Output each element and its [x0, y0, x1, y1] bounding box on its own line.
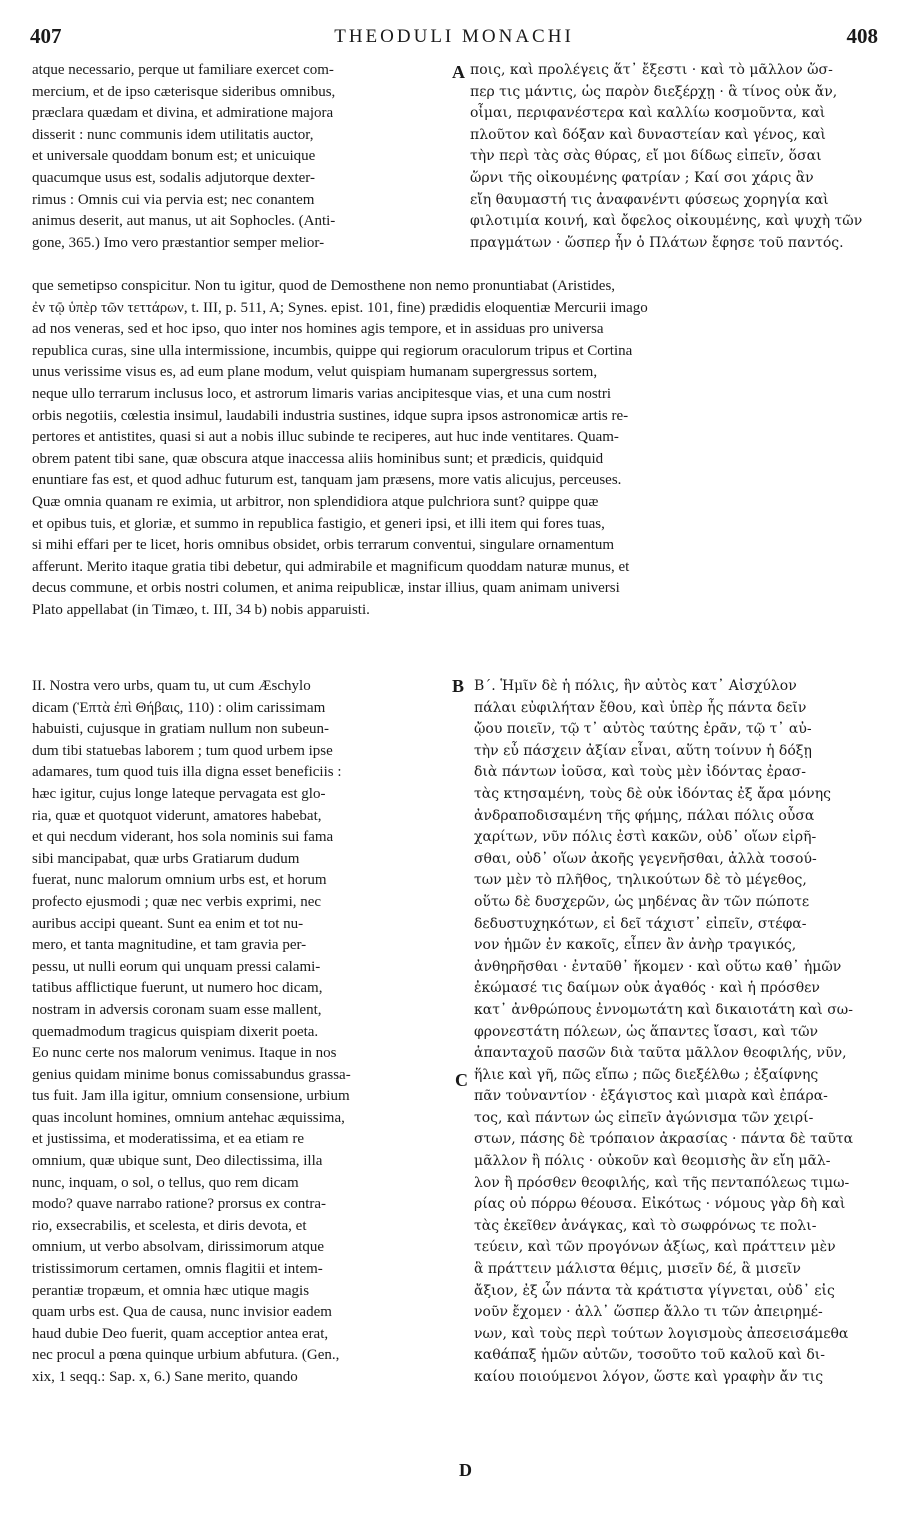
text-line: τὰς ἐκεῖθεν ἀνάγκας, καὶ τὸ σωφρόνως τε πολι- [474, 1217, 817, 1234]
text-line: περ τις μάντις, ὡς παρὸν διεξέρχῃ · ἃ τίνος οὐκ ἄν, [470, 83, 838, 100]
text-line: atque necessario, perque ut familiare exercet com- [32, 62, 334, 78]
text-line: orbis negotiis, cœlestia insimul, laudabili industria sustines, idque supra ipsos astronomicæ artis re- [32, 407, 629, 424]
text-line: λον ἢ πρόσθεν θεοφιλής, καὶ τῆς πενταπόλεως τιμω- [474, 1174, 850, 1191]
text-line: κατ᾽ ἀνθρώπους ἐννομωτάτη καὶ δικαιοτάτη καὶ σω- [474, 1001, 853, 1018]
text-line: τὰς κτησαμένη, τοὺς δὲ οὐκ ἰδόντας ἐξ ἄρα μόνης [474, 785, 831, 802]
text-line: pessu, ut nulli eorum qui unquam pressi calami- [32, 958, 321, 975]
text-line: ἀνθηρῆσθαι · ἐνταῦθ᾽ ἥκομεν · καὶ οὕτω καθ᾽ ἡμῶν [474, 958, 842, 975]
text-line: ria, quæ et quotquot viderunt, amatores habebat, [32, 807, 322, 824]
text-line: nostram in adversis coronam suam esse mallent, [32, 1001, 322, 1018]
text-line: omnium, ut verbo absolvam, dirissimorum atque [32, 1239, 325, 1256]
page-number-right: 408 [846, 24, 878, 48]
text-line: ἐν τῷ ὑπὲρ τῶν τεττάρων, t. III, p. 511, A; Synes. epist. 101, fine) prædidis eloquentiæ Mercurii imago [32, 299, 648, 316]
text-line: ἥλιε καὶ γῆ, πῶς εἴπω ; πῶς διεξέλθω ; ἐξαίφνης [474, 1066, 819, 1083]
text-line: στων, πάσης δὲ τρόπαιον ἀκρασίας · πάντα δὲ ταῦτα [474, 1131, 854, 1148]
margin-marker-d: D [459, 1460, 472, 1480]
text-line: auribus accipi queant. Sunt ea enim et tot nu- [32, 915, 304, 932]
text-line: tus fuit. Jam illa igitur, omnium consensione, urbium [32, 1088, 350, 1105]
page-number-left: 407 [30, 24, 62, 48]
text-line: modo? quave narrabo ratione? prorsus ex contra- [32, 1196, 327, 1213]
text-line: hæc igitur, cujus longe lateque pervagata est glo- [32, 785, 326, 802]
greek-column-top [470, 60, 878, 254]
text-line: δεδυστυχηκότων, εἰ δεῖ τάχιστ᾽ εἰπεῖν, στέφα- [474, 915, 807, 932]
text-line: afferunt. Merito itaque gratia tibi debetur, qui admirabile et magnificum quoddam naturæ munus, et [32, 558, 630, 575]
text-line: haud dubie Deo fuerit, quam acceptior antea erat, [32, 1325, 329, 1342]
text-line: πᾶν τοὐναντίον · ἐξάγιστος καὶ μιαρὰ καὶ ἐπάρα- [474, 1088, 828, 1105]
text-line: et qui necdum viderant, hos sola nominis sui fama [32, 829, 334, 846]
text-line: νον ἡμῶν ἐν κακοῖς, εἶπεν ἂν ἀνὴρ τραγικός, [474, 937, 797, 954]
text-line: animus deserit, aut manus, ut ait Sophocles. (Anti- [32, 213, 336, 230]
margin-marker-a: A [452, 62, 465, 82]
text-line: φρονεστάτη πόλεων, ὡς ἅπαντες ἴσασι, καὶ τῶν [474, 1023, 819, 1040]
text-line: τὴν εὖ πάσχειν ἀξίαν εἶναι, αὕτη τοίνυν ἡ δόξῃ [474, 742, 812, 759]
running-title: THEODULI MONACHI [334, 26, 574, 47]
latin-column-section-ii [32, 676, 446, 1389]
text-line: xix, 1 seqq.: Sap. x, 6.) Sane merito, quando [32, 1369, 298, 1385]
text-line: ᾤου ποιεῖν, τῷ τ᾽ αὐτὸς ταύτης ἐρᾶν, τῷ τ᾽ αὐ- [474, 721, 812, 738]
text-line: præclara quædam et divina, et admiratione majora [32, 105, 334, 122]
text-line: διὰ πάντων ἰοῦσα, καὶ τοὺς μὲν ἰδόντας ἐρασ- [474, 764, 806, 781]
text-line: que semetipso conspicitur. Non tu igitur, quod de Demosthene non nemo pronuntiabat (Aristides, [32, 278, 616, 294]
text-line: si mihi effari per te licet, horis omnibus obsidet, orbis terrarum conventui, singulare ornamentum [32, 537, 615, 554]
text-line: πάλαι εὐφιλήταν ἔθου, καὶ ὑπὲρ ἧς πάντα δεῖν [474, 699, 807, 716]
text-line: σθαι, οὐδ᾽ οἵων ἀκοῆς γεγενῆσθαι, ἀλλὰ τοσού- [474, 850, 817, 867]
text-line: ἃ πράττειν μάλιστα θέμις, μισεῖν δέ, ἃ μισεῖν [474, 1261, 801, 1278]
text-line: ἀνδραποδισαμένη τῆς φήμης, πάλαι πόλις οὖσα [474, 807, 815, 824]
text-line: Quæ omnia quanam re eximia, ut arbitror, non splendidiora atque pulchriora sunt? quippe quæ [32, 493, 599, 510]
text-line: ποις, καὶ προλέγεις ἅτ᾽ ἔξεστι · καὶ τὸ μᾶλλον ὥσ- [470, 62, 833, 78]
latin-column-top [32, 60, 446, 254]
text-line: quemadmodum tragicus quispiam dixerit poeta. [32, 1023, 319, 1040]
text-line: tristissimorum certamen, omnis flagitii et intem- [32, 1261, 323, 1278]
text-line: unus verissime visus es, ad eum plane modum, velut quispiam humanam supergressus sortem, [32, 364, 598, 381]
text-line: νων, καὶ τοὺς περὶ τούτων λογισμοὺς ἀπεσεισάμεθα [474, 1325, 849, 1342]
text-line: ἄξιον, ἐξ ὧν πάντα τὰ κράτιστα γίγνεται, οὐδ᾽ εἰς [474, 1282, 835, 1299]
text-line: pertores et antistites, quasi si aut a nobis illuc subinde te reciperes, aut huc inde ventitares. Quam- [32, 429, 619, 446]
text-line: tatibus afflictique fuerunt, ut numero hoc dicam, [32, 980, 323, 997]
text-line: nec procul a pœna quinque urbium abfutura. (Gen., [32, 1347, 340, 1364]
text-line: τεύειν, καὶ τῶν προγόνων ἀξίως, καὶ πράττειν μὲν [474, 1239, 836, 1256]
text-line: mercium, et de ipso cæterisque sideribus omnibus, [32, 83, 336, 100]
text-line: dum tibi statuebas laborem ; tum quod urbem ipse [32, 742, 333, 759]
text-line: πραγμάτων · ὥσπερ ἦν ὁ Πλάτων ἔφησε τοῦ παντός. [470, 234, 844, 251]
text-line: εἴη θαυμαστή τις ἀναφανέντι φύσεως χορηγία καὶ [470, 191, 829, 208]
text-line: τὴν περὶ τὰς σὰς θύρας, εἴ μοι δίδως εἰπεῖν, ὅσαι [470, 148, 822, 165]
text-line: habuisti, cujusque in gratiam nullum non subeun- [32, 721, 330, 738]
text-line: μᾶλλον ἢ πόλις · οὐκοῦν καὶ θεομισὴς ἂν εἴη μᾶλ- [474, 1153, 831, 1170]
text-line: et justissima, et moderatissima, et ea etiam re [32, 1131, 304, 1148]
text-line: καίου ποιούμενοι λόγον, ὥστε καὶ γραφὴν ἄν τις [474, 1369, 824, 1385]
text-line: καθάπαξ ἡμῶν αὐτῶν, τοσοῦτο τοῦ καλοῦ καὶ δι- [474, 1347, 825, 1364]
text-line: et opibus tuis, et gloriæ, et summo in republica fastigio, et generi ipsi, et illi item qui fores tuas, [32, 515, 605, 532]
text-line: quacumque usus est, sodalis adjutorque dexter- [32, 169, 315, 186]
margin-marker-c: C [455, 1070, 468, 1090]
text-line: ρίας οὐ πόρρω θέουσα. Εἰκότως · νόμους γὰρ δὴ καὶ [474, 1196, 846, 1213]
text-line: φιλοτιμία κοινή, καὶ ὄφελος οἰκουμένης, καὶ ψυχὴ τῶν [470, 213, 863, 230]
text-line: ἐκώμασέ τις δαίμων οὐκ ἀγαθός · καὶ ἡ πρόσθεν [474, 980, 820, 997]
text-line: fuerat, nunc malorum omnium urbs est, et horum [32, 872, 327, 889]
text-line: ad nos veneras, sed et hoc ipso, quo inter nos homines agis tempore, et in assiduas pro universa [32, 321, 604, 338]
text-line: Eo nunc certe nos malorum venimus. Itaque in nos [32, 1045, 337, 1062]
text-line: των μὲν τὸ πλῆθος, τηλικούτων δὲ τὸ μέγεθος, [474, 872, 807, 889]
text-line: Β΄. Ἡμῖν δὲ ἡ πόλις, ἣν αὐτὸς κατ᾽ Αἰσχύλον [474, 678, 797, 694]
text-line: sibi mancipabat, quæ urbs Gratiarum dudum [32, 850, 300, 867]
text-line: ὥρνι τῆς οἰκουμένης φατρίαν ; Καί σοι χάρις ἂν [470, 169, 814, 186]
text-line: οἶμαι, περιφανέστερα καὶ καλλίω κοσμοῦντα, καὶ [470, 105, 826, 122]
text-line: obrem patent tibi sane, quæ obscura atque inaccessa aliis hominibus sunt; et prædicis, quidquid [32, 450, 604, 467]
latin-full-width-block [32, 276, 878, 622]
text-line: quam urbs est. Qua de causa, nunc invisior eadem [32, 1304, 332, 1321]
text-line: republica curas, sine ulla intermissione, incumbis, quippe qui regiorum oraculorum tripus et Cortina [32, 342, 633, 359]
text-line: neque ullo terrarum inclusus loco, et astrorum limaris varias ancipitesque vias, et una cum nostri [32, 385, 612, 402]
text-line: quas incolunt homines, omnium antehac æquissima, [32, 1109, 345, 1126]
text-line: adamares, tum quod tuis illa digna esset beneficiis : [32, 764, 342, 781]
text-line: νοῦν ἔχομεν · ἀλλ᾽ ὥσπερ ἄλλο τι τῶν ἀπειρημέ- [474, 1304, 823, 1321]
text-line: rio, exsecrabilis, et scelesta, et diris devota, et [32, 1217, 307, 1234]
text-line: οὕτω δὲ δυσχερῶν, ὡς μηδένας ἂν τῶν πώποτε [474, 893, 810, 910]
text-line: χαρίτων, νῦν πόλις ἐστὶ κακῶν, οὐδ᾽ οἵων εἰρῆ- [474, 829, 817, 846]
text-line: τος, καὶ πάντων ὡς εἰπεῖν ἀγώνισμα τῶν χειρί- [474, 1109, 814, 1126]
text-line: πλοῦτον καὶ δόξαν καὶ δυναστείαν καὶ γένος, καὶ [470, 126, 826, 143]
text-line: II. Nostra vero urbs, quam tu, ut cum Æschylo [32, 678, 311, 694]
text-line: mero, et tanta magnitudine, et tam gravia per- [32, 937, 307, 954]
text-line: perantiæ tropæum, et omnia hæc utique magis [32, 1282, 310, 1299]
text-line: et universale quoddam bonum est; et unicuique [32, 148, 316, 165]
text-line: dicam (Ἑπτὰ ἐπὶ Θήβαις, 110) : olim carissimam [32, 699, 326, 716]
text-line: gone, 365.) Imo vero præstantior semper melior- [32, 234, 325, 251]
text-line: nunc, inquam, o sol, o tellus, quo rem dicam [32, 1174, 299, 1191]
text-line: rimus : Omnis cui via pervia est; nec conantem [32, 191, 315, 208]
text-line: profecto ejusmodi ; quæ nec verbis exprimi, nec [32, 893, 322, 910]
text-line: disserit : nunc communis idem utilitatis auctor, [32, 126, 314, 143]
text-line: genius quidam minime bonus comissabundus grassa- [32, 1066, 351, 1083]
text-line: Plato appellabat (in Timæo, t. III, 34 b) nobis apparuisti. [32, 601, 370, 618]
text-line: decus commune, et orbis nostri columen, et anima reipublicæ, instar illius, quam animam universi [32, 580, 620, 597]
text-line: ἁπανταχοῦ πασῶν διὰ ταῦτα μᾶλλον θεοφιλής, νῦν, [474, 1045, 847, 1062]
text-line: omnium, quæ ubique sunt, Deo dilectissima, illa [32, 1153, 323, 1170]
running-head [30, 24, 878, 50]
greek-column-section-b [474, 676, 878, 1389]
margin-marker-b: B [452, 676, 465, 696]
text-line: enuntiare fas est, et quod adhuc futurum est, tanquam jam præsens, more vatis alicujus, perceuses. [32, 472, 622, 489]
